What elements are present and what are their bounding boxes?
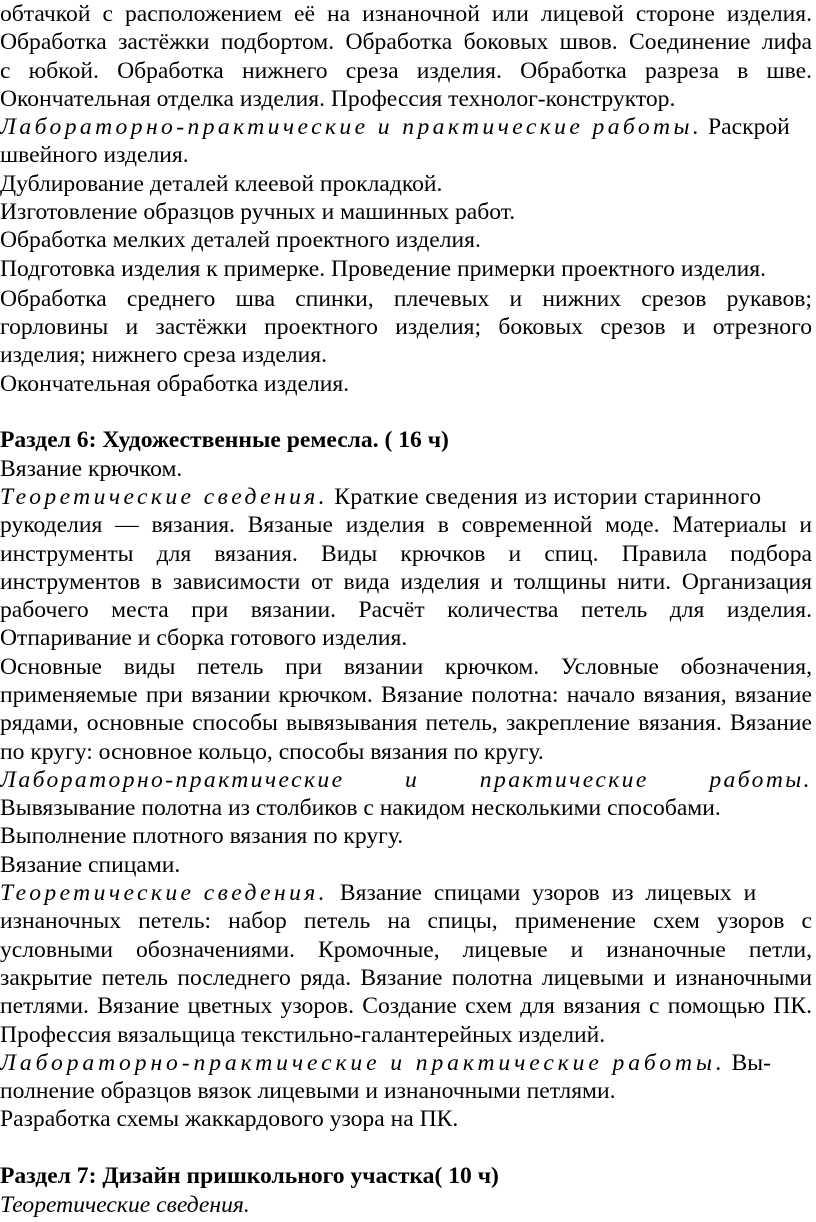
text-line: Разработка схемы жаккардового узора на ПК.: [0, 1106, 459, 1133]
text-line: [0, 1049, 812, 1078]
text-line: Обработка среднего шва спинки, плечевых и нижних срезов рукавов;: [0, 285, 812, 312]
text-line: [0, 113, 812, 142]
text-line: Окончательная обработка изделия.: [0, 370, 350, 397]
text-line: Изготовление образцов ручных и машинных работ.: [0, 199, 516, 226]
text-line: Вывязывание полотна из столбиков с накидом несколькими способами.: [0, 795, 721, 822]
text-line: Окончательная отделка изделия. Профессия технолог-конструктор.: [0, 85, 676, 112]
text-line: применяемые при вязании крючком. Вязание полотна: начало вязания, вязание: [0, 682, 812, 708]
text-line: Выполнение плотного вязания по кругу.: [0, 823, 404, 850]
text-line: Теоретические сведения.: [0, 1192, 250, 1218]
text-line: изделия; нижнего среза изделия.: [0, 342, 328, 369]
text-line: Дублирование деталей клеевой прокладкой.: [0, 170, 443, 197]
text-line: Вязание крючком.: [0, 455, 183, 482]
text-span: Краткие сведения из истории старинного: [327, 483, 762, 510]
text-span: практические: [479, 766, 649, 793]
section-7-heading: Раздел 7: Дизайн пришкольного участка( 10 ч): [0, 1163, 499, 1189]
text-line: инструментов в зависимости от вида изделия и толщины нити. Организация: [0, 568, 812, 595]
text-line: рабочего места при вязании. Расчёт количества петель для изделия.: [0, 597, 812, 624]
italic-heading: Лабораторно-практические и практические работы.: [0, 1049, 726, 1076]
text-line: Вязание спицами.: [0, 851, 181, 878]
text-span: Вы-: [725, 1049, 772, 1076]
text-span: Раскрой: [702, 114, 790, 141]
text-span: Вязание спицами узоров из лицевых и: [327, 880, 757, 907]
text-line: с юбкой. Обработка нижнего среза изделия. Обработка разреза в шве.: [0, 57, 812, 84]
text-line: по кругу: основное кольцо, способы вязания по кругу.: [0, 738, 544, 765]
italic-heading-line: [0, 766, 812, 795]
italic-heading: Теоретические сведения.: [0, 880, 328, 907]
text-line: обтачкой с расположением её на изнаночной или лицевой стороне изделия.: [0, 1, 812, 27]
text-line: [0, 879, 812, 908]
text-line: Отпаривание и сборка готового изделия.: [0, 625, 408, 652]
text-line: Основные виды петель при вязании крючком. Условные обозначения,: [0, 653, 812, 680]
text-span: работы.: [709, 766, 812, 793]
italic-heading: Лабораторно-практические и практические работы.: [0, 114, 703, 141]
italic-heading: Теоретические сведения.: [0, 483, 328, 510]
section-6-heading: Раздел 6: Художественные ремесла. ( 16 ч): [0, 427, 449, 454]
text-line: рядами, основные способы вывязывания петель, закрепление вязания. Вязание: [0, 710, 812, 737]
text-line: горловины и застёжки проектного изделия; боковых срезов и отрезного: [0, 314, 812, 341]
text-line: Обработка застёжки подбортом. Обработка боковых швов. Соединение лифа: [0, 29, 812, 56]
text-line: [0, 483, 812, 512]
text-line: изнаночных петель: набор петель на спицы, применение схем узоров с: [0, 908, 812, 935]
text-line: Обработка мелких деталей проектного изделия.: [0, 227, 481, 254]
text-line: рукоделия — вязания. Вязаные изделия в современной моде. Материалы и: [0, 512, 812, 539]
text-line: Профессия вязальщица текстильно-галантерейных изделий.: [0, 1021, 606, 1048]
text-line: швейного изделия.: [0, 142, 189, 169]
text-span: Лабораторно-практические: [0, 766, 345, 793]
text-line: Подготовка изделия к примерке. Проведение примерки проектного изделия.: [0, 255, 766, 282]
text-span: и: [405, 766, 420, 793]
text-line: условными обозначениями. Кромочные, лицевые и изнаночные петли,: [0, 936, 812, 963]
text-line: полнение образцов вязок лицевыми и изнаночными петлями.: [0, 1078, 616, 1105]
text-line: петлями. Вязание цветных узоров. Создание схем для вязания с помощью ПК.: [0, 993, 812, 1020]
text-line: инструменты для вязания. Виды крючков и спиц. Правила подбора: [0, 540, 812, 567]
text-line: закрытие петель последнего ряда. Вязание полотна лицевыми и изнаночными: [0, 964, 812, 991]
